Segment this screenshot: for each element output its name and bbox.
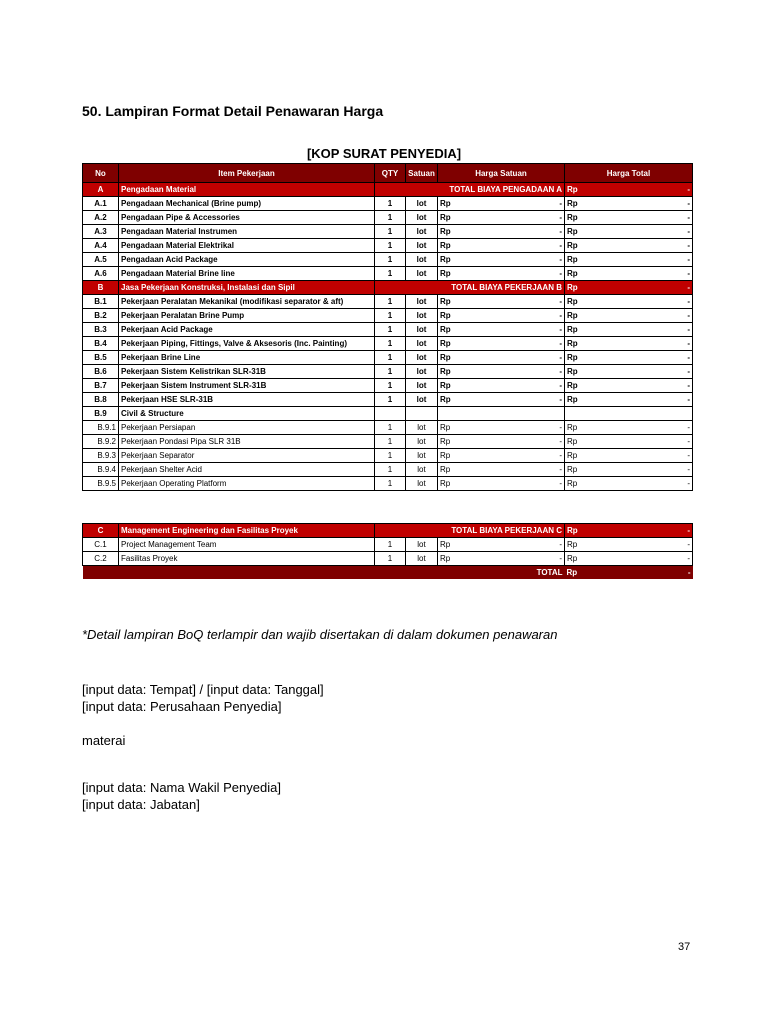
- amount-value: -: [687, 227, 690, 236]
- col-no: No: [83, 164, 119, 183]
- section-row: [83, 524, 693, 538]
- amount-value: -: [687, 465, 690, 474]
- currency-label: Rp: [567, 479, 578, 488]
- section-title: Jasa Pekerjaan Konstruksi, Instalasi dan Sipil: [119, 281, 375, 295]
- col-qty: QTY: [375, 164, 406, 183]
- amount-value: -: [687, 367, 690, 376]
- amount-value: -: [559, 241, 562, 250]
- table-row: [83, 267, 693, 281]
- row-satuan: lot: [406, 225, 438, 239]
- amount-value: -: [559, 554, 563, 563]
- section-heading: 50. Lampiran Format Detail Penawaran Harga: [82, 103, 384, 119]
- row-satuan: lot: [406, 337, 438, 351]
- row-harga-total: [565, 477, 693, 491]
- row-qty: 1: [375, 449, 406, 463]
- amount-value: -: [687, 353, 690, 362]
- section-total-label: TOTAL BIAYA PEKERJAAN C: [375, 524, 565, 538]
- row-item: Fasilitas Proyek: [119, 552, 375, 566]
- table-row: [83, 309, 693, 323]
- row-satuan: lot: [406, 365, 438, 379]
- amount-value: -: [687, 213, 690, 222]
- row-satuan: lot: [406, 463, 438, 477]
- amount-value: -: [559, 227, 562, 236]
- table-row: [83, 295, 693, 309]
- row-qty: 1: [375, 552, 406, 566]
- currency-label: Rp: [567, 227, 578, 236]
- amount-value: -: [559, 423, 562, 432]
- section-no: A: [83, 183, 119, 197]
- row-harga-total: [565, 365, 693, 379]
- row-harga-satuan: [438, 379, 565, 393]
- amount-value: -: [687, 554, 691, 563]
- amount-value: -: [559, 451, 562, 460]
- row-item: Pekerjaan Peralatan Mekanikal (modifikasi separator & aft): [119, 295, 375, 309]
- row-item: Pengadaan Material Instrumen: [119, 225, 375, 239]
- table-row: [83, 323, 693, 337]
- currency-label: Rp: [567, 395, 578, 404]
- currency-label: Rp: [440, 554, 451, 563]
- table-row: [83, 421, 693, 435]
- row-harga-total: [565, 323, 693, 337]
- amount-value: -: [559, 540, 563, 549]
- amount-value: -: [559, 199, 562, 208]
- currency-label: Rp: [440, 479, 451, 488]
- currency-label: Rp: [566, 568, 578, 577]
- table-row: [83, 197, 693, 211]
- table-row: [83, 253, 693, 267]
- row-harga-satuan: [438, 351, 565, 365]
- row-no: B.6: [83, 365, 119, 379]
- row-harga-total: [565, 309, 693, 323]
- row-item: Pekerjaan Brine Line: [119, 351, 375, 365]
- row-qty: 1: [375, 337, 406, 351]
- currency-label: Rp: [567, 451, 578, 460]
- table-row: [83, 225, 693, 239]
- table-row: [83, 239, 693, 253]
- row-harga-total: [565, 253, 693, 267]
- currency-label: Rp: [567, 213, 578, 222]
- table-row: [83, 463, 693, 477]
- row-harga-total: [565, 435, 693, 449]
- row-harga-total: [565, 211, 693, 225]
- amount-value: -: [687, 269, 690, 278]
- row-qty: 1: [375, 351, 406, 365]
- row-harga-total: [565, 538, 693, 552]
- currency-label: Rp: [567, 367, 578, 376]
- amount-value: -: [687, 423, 690, 432]
- table-row: [83, 538, 693, 552]
- row-satuan: lot: [406, 295, 438, 309]
- row-item: Pekerjaan Pondasi Pipa SLR 31B: [119, 435, 375, 449]
- amount-value: -: [687, 185, 690, 194]
- row-item: Pekerjaan Separator: [119, 449, 375, 463]
- row-no: B.9: [83, 407, 119, 421]
- amount-value: -: [559, 255, 562, 264]
- row-qty: 1: [375, 393, 406, 407]
- table-row: [83, 379, 693, 393]
- section-total-label: TOTAL BIAYA PEKERJAAN B: [375, 281, 565, 295]
- grand-total-label: TOTAL: [83, 566, 565, 580]
- row-no: A.2: [83, 211, 119, 225]
- amount-value: -: [687, 479, 690, 488]
- amount-value: -: [687, 199, 690, 208]
- row-no: B.9.3: [83, 449, 119, 463]
- amount-value: -: [559, 213, 562, 222]
- currency-label: Rp: [440, 213, 451, 222]
- row-qty: 1: [375, 309, 406, 323]
- row-no: A.5: [83, 253, 119, 267]
- row-satuan: lot: [406, 309, 438, 323]
- amount-value: -: [687, 437, 690, 446]
- row-qty: 1: [375, 379, 406, 393]
- currency-label: Rp: [567, 297, 578, 306]
- row-harga-total: [565, 463, 693, 477]
- materai-label: materai: [82, 733, 126, 748]
- row-harga-satuan: [438, 365, 565, 379]
- row-harga-total: [565, 421, 693, 435]
- row-harga-total: [565, 197, 693, 211]
- row-no: B.8: [83, 393, 119, 407]
- table-row: [83, 365, 693, 379]
- amount-value: -: [559, 297, 562, 306]
- row-no: A.3: [83, 225, 119, 239]
- grand-total-row: [83, 566, 693, 580]
- amount-value: -: [687, 325, 690, 334]
- row-qty: [375, 407, 406, 421]
- currency-label: Rp: [567, 311, 578, 320]
- row-satuan: lot: [406, 421, 438, 435]
- row-qty: 1: [375, 435, 406, 449]
- row-harga-total: [565, 295, 693, 309]
- currency-label: Rp: [440, 311, 451, 320]
- boq-note: *Detail lampiran BoQ terlampir dan wajib disertakan di dalam dokumen penawaran: [82, 627, 558, 642]
- row-harga-satuan: [438, 337, 565, 351]
- table-row: [83, 449, 693, 463]
- amount-value: -: [559, 367, 562, 376]
- row-qty: 1: [375, 463, 406, 477]
- representative-title-field: [input data: Jabatan]: [82, 797, 200, 812]
- row-no: B.9.1: [83, 421, 119, 435]
- row-item: Civil & Structure: [119, 407, 375, 421]
- row-qty: 1: [375, 538, 406, 552]
- col-harga-total: Harga Total: [565, 164, 693, 183]
- price-table: [82, 163, 693, 491]
- currency-label: Rp: [440, 255, 451, 264]
- row-no: B.1: [83, 295, 119, 309]
- row-harga-satuan: [438, 267, 565, 281]
- currency-label: Rp: [567, 241, 578, 250]
- amount-value: -: [559, 325, 562, 334]
- row-item: Pengadaan Mechanical (Brine pump): [119, 197, 375, 211]
- currency-label: Rp: [440, 227, 451, 236]
- table-row: [83, 393, 693, 407]
- col-harga-satuan: Harga Satuan: [438, 164, 565, 183]
- amount-value: -: [559, 395, 562, 404]
- company-field: [input data: Perusahaan Penyedia]: [82, 699, 282, 714]
- row-item: Project Management Team: [119, 538, 375, 552]
- currency-label: Rp: [440, 381, 451, 390]
- section-row: [83, 281, 693, 295]
- table-row: [83, 351, 693, 365]
- row-satuan: lot: [406, 197, 438, 211]
- row-satuan: lot: [406, 477, 438, 491]
- amount-value: -: [687, 297, 690, 306]
- row-qty: 1: [375, 295, 406, 309]
- row-item: Pekerjaan Operating Platform: [119, 477, 375, 491]
- row-item: Pekerjaan Sistem Kelistrikan SLR-31B: [119, 365, 375, 379]
- page-number: 37: [678, 941, 691, 953]
- amount-value: -: [559, 353, 562, 362]
- row-harga-satuan: [438, 253, 565, 267]
- amount-value: -: [559, 381, 562, 390]
- currency-label: Rp: [567, 339, 578, 348]
- table-row: [83, 552, 693, 566]
- row-qty: 1: [375, 253, 406, 267]
- amount-value: -: [559, 465, 562, 474]
- row-no: B.7: [83, 379, 119, 393]
- row-item: Pekerjaan Peralatan Brine Pump: [119, 309, 375, 323]
- section-title: Pengadaan Material: [119, 183, 375, 197]
- section-no: C: [83, 524, 119, 538]
- row-harga-total: [565, 351, 693, 365]
- row-no: A.1: [83, 197, 119, 211]
- currency-label: Rp: [567, 540, 578, 549]
- currency-label: Rp: [567, 325, 578, 334]
- row-harga-satuan: [438, 225, 565, 239]
- row-harga-satuan: [438, 295, 565, 309]
- row-harga-satuan: [438, 421, 565, 435]
- currency-label: Rp: [567, 465, 578, 474]
- currency-label: Rp: [440, 395, 451, 404]
- row-harga-satuan: [438, 197, 565, 211]
- row-harga-satuan: [438, 449, 565, 463]
- row-satuan: lot: [406, 538, 438, 552]
- amount-value: -: [687, 395, 690, 404]
- currency-label: Rp: [567, 554, 578, 563]
- table-row: [83, 407, 693, 421]
- col-item: Item Pekerjaan: [119, 164, 375, 183]
- table-row: [83, 435, 693, 449]
- currency-label: Rp: [440, 423, 451, 432]
- section-title: Management Engineering dan Fasilitas Proyek: [119, 524, 375, 538]
- amount-value: -: [687, 381, 690, 390]
- col-satuan: Satuan: [406, 164, 438, 183]
- row-item: Pekerjaan Acid Package: [119, 323, 375, 337]
- row-satuan: lot: [406, 239, 438, 253]
- amount-value: -: [687, 540, 691, 549]
- currency-label: Rp: [567, 199, 578, 208]
- row-harga-total: [565, 379, 693, 393]
- row-no: A.4: [83, 239, 119, 253]
- section-row: [83, 183, 693, 197]
- currency-label: Rp: [567, 353, 578, 362]
- row-harga-total: [565, 393, 693, 407]
- row-qty: 1: [375, 211, 406, 225]
- row-harga-satuan: [438, 239, 565, 253]
- row-harga-satuan: [438, 538, 565, 552]
- row-harga-total: [565, 225, 693, 239]
- row-satuan: lot: [406, 323, 438, 337]
- currency-label: Rp: [440, 437, 451, 446]
- section-total-label: TOTAL BIAYA PENGADAAN A: [375, 183, 565, 197]
- amount-value: -: [687, 451, 690, 460]
- row-no: B.9.5: [83, 477, 119, 491]
- currency-label: Rp: [440, 297, 451, 306]
- currency-label: Rp: [440, 199, 451, 208]
- amount-value: -: [559, 339, 562, 348]
- row-item: Pekerjaan Shelter Acid: [119, 463, 375, 477]
- amount-value: -: [687, 283, 690, 292]
- amount-value: -: [687, 568, 691, 577]
- row-harga-satuan: [438, 463, 565, 477]
- currency-label: Rp: [567, 423, 578, 432]
- row-qty: 1: [375, 365, 406, 379]
- amount-value: -: [687, 255, 690, 264]
- row-satuan: lot: [406, 253, 438, 267]
- row-satuan: lot: [406, 379, 438, 393]
- row-no: B.9.4: [83, 463, 119, 477]
- currency-label: Rp: [567, 526, 578, 535]
- currency-label: Rp: [440, 325, 451, 334]
- currency-label: Rp: [440, 241, 451, 250]
- letterhead-placeholder: [KOP SURAT PENYEDIA]: [306, 146, 462, 161]
- currency-label: Rp: [567, 283, 578, 292]
- currency-label: Rp: [440, 353, 451, 362]
- amount-value: -: [687, 241, 690, 250]
- place-date-field: [input data: Tempat] / [input data: Tanggal]: [82, 682, 324, 697]
- section-total-value: [565, 183, 693, 197]
- row-satuan: lot: [406, 435, 438, 449]
- currency-label: Rp: [567, 255, 578, 264]
- row-no: B.5: [83, 351, 119, 365]
- price-table-c: [82, 523, 693, 579]
- row-satuan: lot: [406, 267, 438, 281]
- amount-value: -: [687, 311, 690, 320]
- currency-label: Rp: [567, 185, 578, 194]
- currency-label: Rp: [440, 451, 451, 460]
- row-item: Pengadaan Pipe & Accessories: [119, 211, 375, 225]
- table-row: [83, 337, 693, 351]
- table-row: [83, 477, 693, 491]
- currency-label: Rp: [567, 381, 578, 390]
- row-qty: 1: [375, 323, 406, 337]
- amount-value: -: [559, 437, 562, 446]
- amount-value: -: [559, 479, 562, 488]
- row-harga-total: [565, 449, 693, 463]
- row-harga-satuan: [438, 435, 565, 449]
- row-satuan: lot: [406, 211, 438, 225]
- row-no: B.4: [83, 337, 119, 351]
- currency-label: Rp: [440, 540, 451, 549]
- row-satuan: [406, 407, 438, 421]
- row-no: C.1: [83, 538, 119, 552]
- row-satuan: lot: [406, 449, 438, 463]
- row-harga-total: [565, 407, 693, 421]
- currency-label: Rp: [567, 269, 578, 278]
- row-harga-total: [565, 239, 693, 253]
- row-item: Pengadaan Material Elektrikal: [119, 239, 375, 253]
- row-harga-total: [565, 552, 693, 566]
- row-item: Pekerjaan Persiapan: [119, 421, 375, 435]
- amount-value: -: [559, 311, 562, 320]
- row-satuan: lot: [406, 552, 438, 566]
- row-satuan: lot: [406, 393, 438, 407]
- row-satuan: lot: [406, 351, 438, 365]
- row-qty: 1: [375, 197, 406, 211]
- row-no: B.2: [83, 309, 119, 323]
- currency-label: Rp: [440, 367, 451, 376]
- row-harga-total: [565, 267, 693, 281]
- section-total-value: [565, 524, 693, 538]
- row-harga-satuan: [438, 309, 565, 323]
- table-header-row: [83, 164, 693, 183]
- amount-value: -: [687, 526, 691, 535]
- row-harga-satuan: [438, 211, 565, 225]
- currency-label: Rp: [567, 437, 578, 446]
- row-qty: 1: [375, 239, 406, 253]
- amount-value: -: [559, 269, 562, 278]
- row-no: C.2: [83, 552, 119, 566]
- row-no: B.9.2: [83, 435, 119, 449]
- row-harga-satuan: [438, 552, 565, 566]
- row-item: Pekerjaan Piping, Fittings, Valve & Aksesoris (Inc. Painting): [119, 337, 375, 351]
- section-total-value: [565, 281, 693, 295]
- row-qty: 1: [375, 225, 406, 239]
- row-harga-satuan: [438, 393, 565, 407]
- representative-name-field: [input data: Nama Wakil Penyedia]: [82, 780, 281, 795]
- row-qty: 1: [375, 477, 406, 491]
- row-harga-satuan: [438, 407, 565, 421]
- grand-total-value: [565, 566, 693, 580]
- currency-label: Rp: [440, 269, 451, 278]
- row-item: Pengadaan Acid Package: [119, 253, 375, 267]
- row-qty: 1: [375, 267, 406, 281]
- amount-value: -: [687, 339, 690, 348]
- row-harga-total: [565, 337, 693, 351]
- row-item: Pengadaan Material Brine line: [119, 267, 375, 281]
- row-no: A.6: [83, 267, 119, 281]
- section-no: B: [83, 281, 119, 295]
- currency-label: Rp: [440, 465, 451, 474]
- row-no: B.3: [83, 323, 119, 337]
- row-qty: 1: [375, 421, 406, 435]
- currency-label: Rp: [440, 339, 451, 348]
- row-item: Pekerjaan HSE SLR-31B: [119, 393, 375, 407]
- table-row: [83, 211, 693, 225]
- row-harga-satuan: [438, 323, 565, 337]
- row-harga-satuan: [438, 477, 565, 491]
- row-item: Pekerjaan Sistem Instrument SLR-31B: [119, 379, 375, 393]
